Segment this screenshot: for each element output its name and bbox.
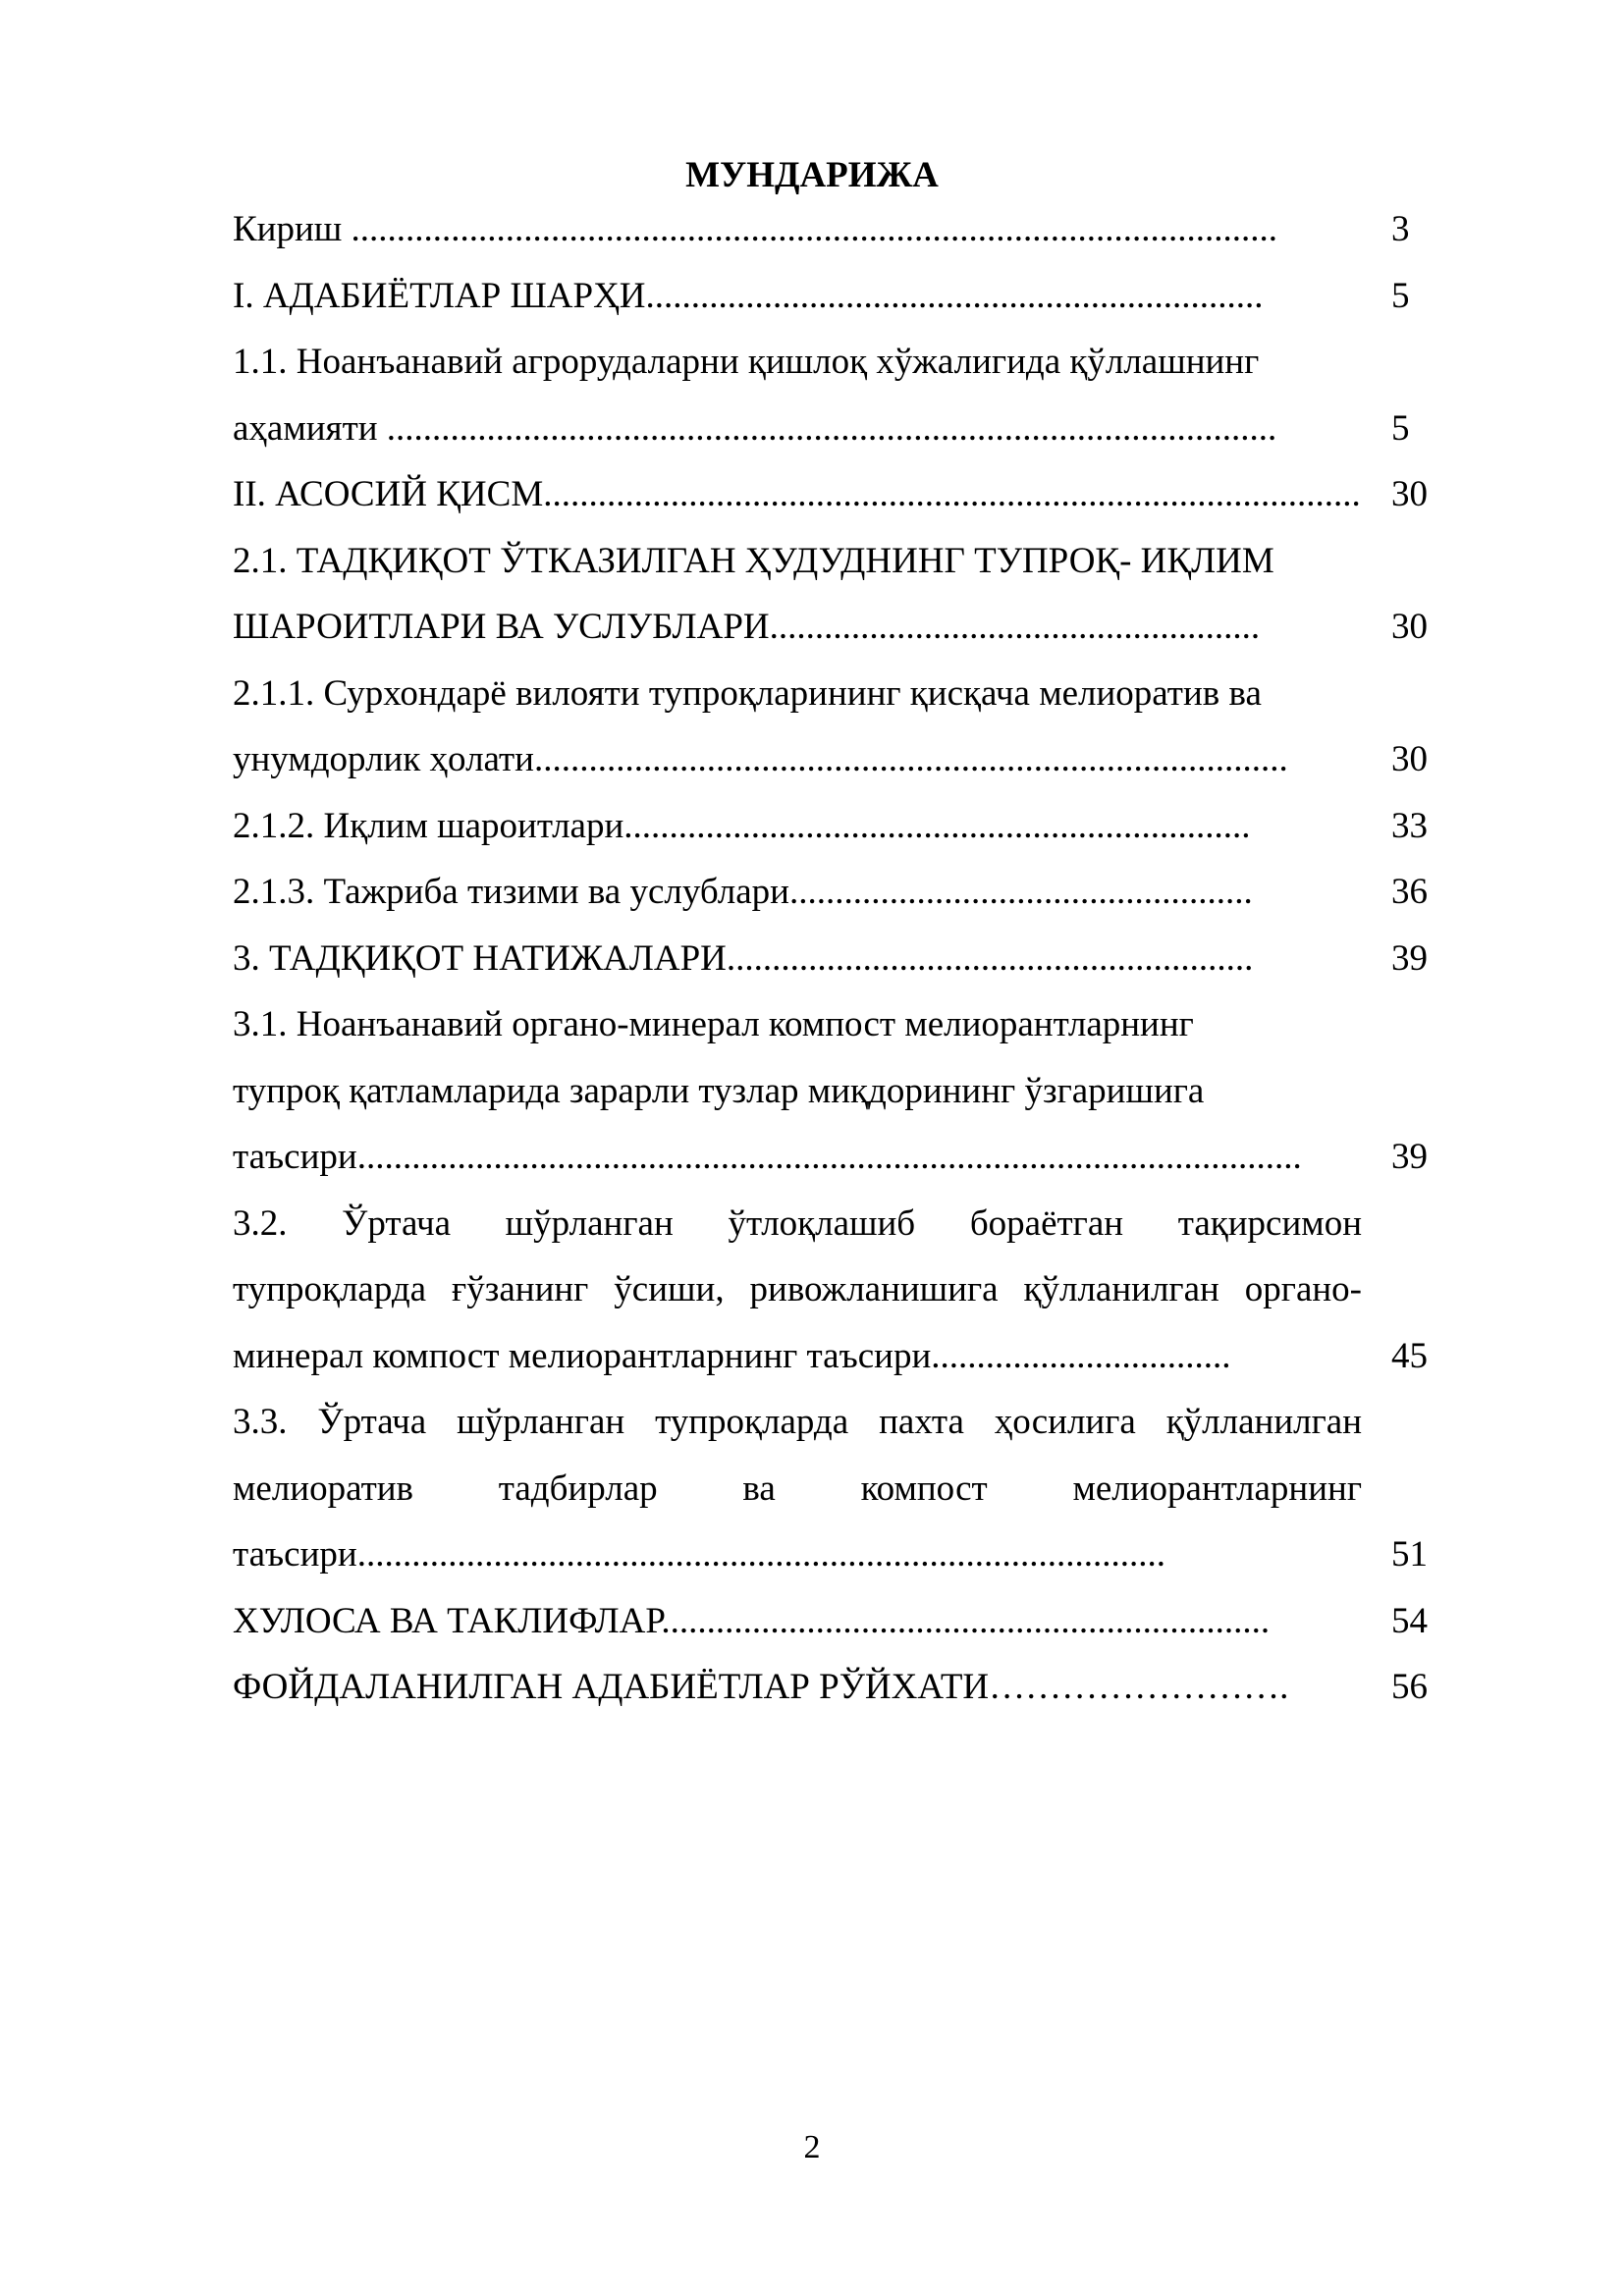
toc-entry-text: 3.2. Ўртача шўрланган ўтлоқлашиб бораётган тақирсимон: [233, 1202, 1362, 1244]
toc-line: [233, 926, 1450, 992]
toc-page-number: 5: [1391, 275, 1410, 316]
toc-line: [233, 396, 1450, 462]
toc-entry-text: ШАРОИТЛАРИ ВА УСЛУБЛАРИ......................................................: [233, 607, 1261, 647]
toc-entry-text: минерал компост мелиорантларнинг таъсири.................................: [233, 1335, 1231, 1376]
toc-line: [233, 1522, 1450, 1588]
toc-title: МУНДАРИЖА: [685, 155, 939, 195]
toc-line: [233, 594, 1450, 661]
toc-line: [233, 793, 1450, 860]
toc-entry-text: 1.1. Ноанъанавий агрорудаларни қишлоқ хўжалигида қўллашнинг: [233, 342, 1260, 382]
toc-page-number: 39: [1391, 937, 1428, 979]
toc-entry-text: таъсири........................................................................................................: [233, 1137, 1302, 1177]
toc-line: [233, 1654, 1450, 1721]
toc-line: [233, 991, 1450, 1058]
toc-page-number: 3: [1391, 209, 1410, 249]
toc-line: [233, 263, 1450, 330]
toc-entry-text: 3.3. Ўртача шўрланган тупроқларда пахта ҳосилига қўлланилган: [233, 1402, 1362, 1442]
toc-entry-text: тупроқ қатламларида зарарли тузлар миқдорининг ўзгаришига: [233, 1070, 1205, 1111]
toc-entry-text: 2.1. ТАДҚИҚОТ ЎТКАЗИЛГАН ҲУДУДНИНГ ТУПРОҚ- ИҚЛИМ: [233, 540, 1274, 581]
toc-entry-text: аҳамияти ..................................................................................................: [233, 407, 1277, 449]
toc-entry-text: унумдорлик ҳолати...................................................................................: [233, 739, 1288, 779]
toc-entry-text: II. АСОСИЙ ҚИСМ..........................................................................................: [233, 474, 1361, 514]
toc-page-number: 45: [1391, 1335, 1428, 1376]
toc-line: [233, 1456, 1450, 1522]
toc-line: [233, 1389, 1450, 1456]
toc-page-number: 30: [1391, 739, 1428, 779]
toc-entry-text: таъсири.........................................................................................: [233, 1534, 1165, 1575]
toc-page-number: 30: [1391, 474, 1428, 514]
toc-line: [233, 329, 1450, 396]
toc-page-number: 36: [1391, 872, 1428, 912]
toc-entry-text: ФОЙДАЛАНИЛГАН АДАБИЁТЛАР РЎЙХАТИ…………………….: [233, 1667, 1289, 1707]
toc-entry-text: мелиоратив тадбирлар ва компост мелиорантларнинг: [233, 1468, 1362, 1509]
toc-entry-text: тупроқларда ғўзанинг ўсиши, ривожланишига қўлланилган органо-: [233, 1269, 1362, 1309]
toc-line: [233, 1323, 1450, 1390]
toc-page-number: 33: [1391, 805, 1428, 846]
toc-line: [233, 859, 1450, 926]
toc-line: [233, 1058, 1450, 1125]
toc-line: [233, 461, 1450, 528]
toc-line: [233, 528, 1450, 595]
toc-entry-text: 2.1.3. Тажриба тизими ва услублари...................................................: [233, 872, 1253, 912]
toc-line: [233, 1588, 1450, 1655]
toc-page-number: 51: [1391, 1534, 1428, 1575]
toc-line: [233, 1256, 1450, 1323]
toc-entry-text: 3.1. Ноанъанавий органо-минерал компост мелиорантларнинг: [233, 1004, 1194, 1044]
toc-page-number: 30: [1391, 607, 1428, 647]
toc-entry-text: 2.1.2. Иқлим шароитлари.....................................................................: [233, 805, 1251, 846]
toc-line: [233, 661, 1450, 727]
toc-page-number: 39: [1391, 1137, 1428, 1177]
toc-entry-text: ХУЛОСА ВА ТАКЛИФЛАР...................................................................: [233, 1600, 1271, 1641]
toc-entry-text: 3. ТАДҚИҚОТ НАТИЖАЛАРИ..........................................................: [233, 937, 1254, 979]
toc-entry-text: 2.1.1. Сурхондарё вилояти тупроқларининг қисқача мелиоратив ва: [233, 672, 1262, 714]
toc-page-number: 5: [1391, 407, 1410, 449]
toc-line: [233, 1124, 1450, 1191]
toc-line: [233, 1191, 1450, 1257]
toc-page-number: 56: [1391, 1667, 1428, 1707]
toc-line: [233, 196, 1450, 263]
toc-line: [233, 726, 1450, 793]
toc-entry-text: Кириш ......................................................................................................: [233, 209, 1278, 249]
table-of-contents: [233, 196, 1450, 1721]
toc-entry-text: I. АДАБИЁТЛАР ШАРҲИ....................................................................: [233, 275, 1264, 316]
page-number: 2: [803, 2129, 821, 2165]
toc-page-number: 54: [1391, 1600, 1428, 1641]
